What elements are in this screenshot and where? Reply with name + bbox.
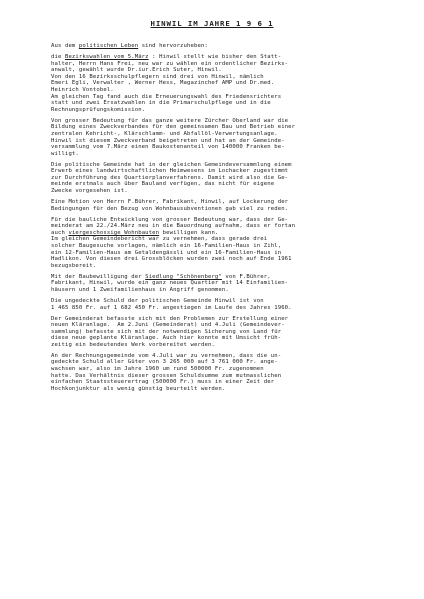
text-line — [51, 131, 381, 138]
text-line — [51, 250, 381, 257]
text-line — [51, 316, 381, 323]
text-line — [51, 230, 381, 237]
text-segment: neuen Kläranlage. Am 2.Juni (Gemeinderat) und 4.Juli (Gemeindever- — [51, 322, 285, 329]
text-line — [51, 342, 381, 349]
text-line — [51, 329, 381, 336]
paragraph — [51, 353, 381, 393]
text-segment: ein 12-Familien-Haus am Getaldengässli und ein 16-Familien-Haus in — [51, 249, 282, 256]
text-segment: Zwecke vorgesehen ist. — [51, 188, 128, 195]
text-line — [51, 181, 381, 188]
text-segment: anwalt, gewählt wurde Dr.iur.Erich Suter, Hinwil. — [51, 67, 222, 74]
text-segment: sind hervorzuheben: — [138, 43, 208, 49]
text-segment: zentralen Kehricht-, Klärschlamm- und Abfallöl-Verwertungsanlage. — [51, 130, 278, 137]
text-line — [51, 287, 381, 294]
text-line — [51, 107, 381, 114]
text-segment: die — [51, 53, 65, 60]
text-segment: bezugsbereit. — [51, 262, 97, 269]
text-line — [51, 359, 381, 366]
text-line — [51, 335, 381, 342]
text-segment: Heinrich Vontobel. — [51, 86, 114, 93]
text-line — [51, 305, 381, 312]
text-segment: statt und zwei Ersatzwahlen in die Primarschulpflege und in die — [51, 100, 271, 107]
text-segment: bewilligen kann. — [159, 229, 219, 236]
text-segment: Der Gemeinderat befasste sich mit den Problemen zur Erstellung einer — [51, 315, 289, 322]
text-segment: Emeri Egli, Verwalter , Werner Hess, Magazinchef AMP und Dr.med. — [51, 80, 275, 87]
text-segment: Von grosser Bedeutung für das ganze weitere Zürcher Oberland war die — [51, 117, 289, 124]
text-segment: versammlung vom 7.März einen Baukostenanteil von 140000 Franken be- — [51, 144, 285, 151]
text-segment: Im gleichen Gemeindebericht war zu vernehmen, dass gerade drei — [51, 236, 268, 243]
text-segment: zur Durchführung des Quartierplanverfahrens. Damit wird also die Ge- — [51, 174, 289, 181]
text-line — [51, 223, 381, 230]
text-line — [51, 274, 381, 281]
underlined-text: Siedlung "Schönenberg" — [145, 273, 222, 280]
text-segment: zeitig ein bedeutendes Werk vorbereitet werden. — [51, 341, 215, 348]
text-segment: An der Rechnungsgemeinde vom 4.Juli war zu vernehmen, dass die un- — [51, 352, 282, 359]
text-line — [51, 144, 381, 151]
text-line — [51, 43, 381, 50]
text-line — [51, 87, 381, 94]
text-line — [51, 168, 381, 175]
text-line — [51, 386, 381, 393]
text-segment: meinde erstmals auch über Bauland verfügen, das nicht für eigene — [51, 181, 275, 188]
text-segment: von F.Bührer, — [221, 273, 271, 280]
text-line — [51, 175, 381, 182]
text-line — [51, 151, 381, 158]
text-line — [51, 373, 381, 380]
paragraph — [51, 162, 381, 195]
text-line — [51, 74, 381, 81]
text-line — [51, 80, 381, 87]
document-body — [51, 43, 381, 392]
paragraph — [51, 316, 381, 349]
text-line — [51, 217, 381, 224]
text-segment: Bildung eines Zweckverbandes für den gemeinsamen Bau und Betrieb einer — [51, 124, 296, 131]
text-line — [51, 379, 381, 386]
text-segment: Hinwil ist diesem Zweckverband beigetreten und hat an der Gemeinde- — [51, 137, 285, 144]
text-segment: gedeckte Schuld aller Güter von 3 265 000 auf 3 761 000 Fr. ange- — [51, 359, 278, 366]
text-segment: sammlung) befasste sich mit der notwendigen Sicherung von Land für — [51, 328, 282, 335]
text-line — [51, 322, 381, 329]
text-segment: halter, Herrn Hans Frei, neu war zu wählen ein ordentlicher Bezirks- — [51, 60, 289, 67]
text-line — [51, 67, 381, 74]
text-line — [51, 280, 381, 287]
text-segment: meinderat am 22./24.März neu in die Bauordnung aufnahm, dass er fortan — [51, 223, 296, 230]
text-segment: diese neue geplante Kläranlage. Auch hier konnte mit Umsicht früh- — [51, 335, 282, 342]
text-segment: solcher Baugesuche vorlagen, nämlich ein 16-Familien-Haus in Zihl, — [51, 242, 282, 249]
text-segment: Bedingungen für den Bezug von Wohnbausubventionen gab viel zu reden. — [51, 205, 289, 212]
text-line — [51, 206, 381, 213]
paragraph — [51, 298, 381, 311]
text-line — [51, 256, 381, 263]
underlined-text: politischen Leben — [78, 43, 139, 49]
text-line — [51, 118, 381, 125]
underlined-text: Bezirkswahlen vom 5.März — [64, 53, 149, 60]
paragraph — [51, 217, 381, 270]
text-segment: hatte. Das Verhältnis dieser grossen Schuldsumme zum mutmasslichen — [51, 372, 282, 379]
text-line — [51, 61, 381, 68]
text-segment: Aus dem — [51, 43, 79, 49]
text-segment: Eine Motion von Herrn F.Bührer, Fabrikant, Hinwil, auf Lockerung der — [51, 199, 289, 206]
text-segment: Die politische Gemeinde hat in der gleichen Gemeindeversammlung einem — [51, 161, 292, 168]
paragraph — [51, 54, 381, 113]
text-line — [51, 353, 381, 360]
text-segment: Fabrikant, Hinwil, wurde ein ganz neues Quartier mit 14 Einfamilien- — [51, 280, 289, 287]
text-segment: Mit der Baubewilligung der — [51, 273, 146, 280]
text-line — [51, 54, 381, 61]
text-line — [51, 188, 381, 195]
text-line — [51, 100, 381, 107]
text-line — [51, 199, 381, 206]
text-line — [51, 94, 381, 101]
text-segment: Am gleichen Tag fand auch die Erneuerungswahl des Friedensrichters — [51, 93, 282, 100]
paragraph — [51, 43, 381, 50]
text-line — [51, 124, 381, 131]
text-segment: Für die bauliche Entwicklung von grosser Bedeutung war, dass der Ge- — [51, 216, 289, 223]
text-segment: Hochkonjunktur als wenig günstig beurteilt werden. — [51, 385, 226, 392]
text-segment: häusern und 1 Zweifamilienhaus in Angriff genommen. — [51, 286, 229, 293]
text-line — [51, 162, 381, 169]
text-segment: willigt. — [51, 150, 79, 157]
text-line — [51, 236, 381, 243]
text-line — [51, 298, 381, 305]
text-segment: Rechnungsprüfungskomission. — [51, 106, 146, 113]
text-line — [51, 138, 381, 145]
paragraph — [51, 274, 381, 294]
text-segment: Von den 16 Bezirksschulpflegern sind drei von Hinwil, nämlich — [51, 73, 264, 80]
text-line — [51, 263, 381, 270]
paragraph — [51, 118, 381, 158]
text-line — [51, 366, 381, 373]
text-segment: wachsen war, also im Jahre 1960 um rund 500000 Fr. zugenommen — [51, 366, 264, 373]
text-line — [51, 243, 381, 250]
text-segment: Hadlikon. Von diesen drei Grossblöcken wurden zwei noch auf Ende 1961 — [51, 256, 292, 263]
underlined-text: viergeschossige Wohnbauten — [68, 229, 160, 236]
text-segment: Die ungedeckte Schuld der politischen Gemeinde Hinwil ist von — [51, 297, 264, 304]
document-title: HINWIL IM JAHRE 1 9 6 1 — [150, 19, 274, 28]
text-segment: Erwerb eines landwirtschaftlichen Heimwesens im Lochacker zugestimmt — [51, 168, 289, 175]
text-segment: einfachen Staatssteuerertrag (500000 Fr.) muss in einer Zeit der — [51, 379, 275, 386]
text-segment: auch — [51, 229, 69, 236]
text-segment: 1 465 850 Fr. auf 1 682 450 Fr. angestiegen im Laufe des Jahres 1960. — [51, 304, 292, 311]
paragraph — [51, 199, 381, 212]
text-segment: : Hinwil stellt wie bisher den Statt- — [148, 53, 282, 60]
